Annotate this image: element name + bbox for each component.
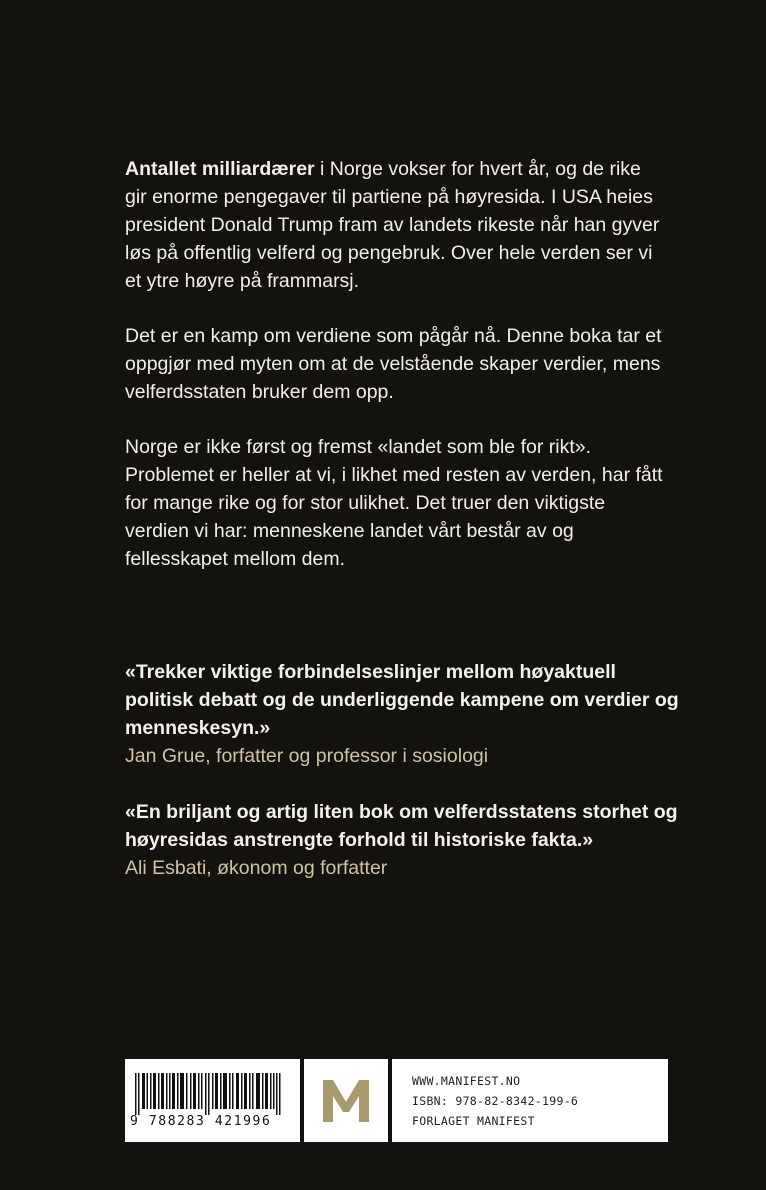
blurb-text bbox=[125, 155, 665, 600]
quote-text: «Trekker viktige forbindelseslinjer mellom høyaktuell politisk debatt og de underliggende kampene om verdier og menneskesyn.» bbox=[125, 661, 679, 739]
barcode bbox=[125, 1059, 300, 1142]
isbn-text: ISBN: 978-82-8342-199-6 bbox=[412, 1094, 579, 1108]
publisher-footer bbox=[125, 1059, 668, 1142]
quote-source: Jan Grue, forfatter og professor i sosiologi bbox=[125, 745, 489, 767]
review-quotes bbox=[125, 658, 685, 910]
blurb-lead: Antallet milliardærer bbox=[125, 158, 315, 180]
blurb-paragraph-3: Norge er ikke først og fremst «landet som ble for rikt». Problemet er heller at vi, i likhet med resten av verden, har fått for mange rike og for stor ulikhet. Det truer den viktigste verdien vi har: menneskene landet vårt består av og fellesskapet mellom dem. bbox=[125, 436, 663, 570]
manifest-logo-icon bbox=[321, 1080, 371, 1122]
publisher-info bbox=[392, 1059, 668, 1142]
website-text: WWW.MANIFEST.NO bbox=[412, 1074, 521, 1088]
quote-text: «En briljant og artig liten bok om velferdsstatens storhet og høyresidas anstrengte forhold til historiske fakta.» bbox=[125, 801, 678, 851]
blurb-paragraph-1 bbox=[125, 155, 665, 295]
quote-source: Ali Esbati, økonom og forfatter bbox=[125, 857, 388, 879]
blurb-paragraph-1-text: i Norge vokser for hvert år, og de rike gir enorme pengegaver til partiene på høyresida. I USA heies president Donald Trump fram av landets rikeste når han gyver løs på offentlig velferd og pengebruk. Over hele verden ser vi et ytre høyre på frammarsj. bbox=[125, 158, 660, 292]
publisher-name: FORLAGET MANIFEST bbox=[412, 1114, 535, 1128]
publisher-logo bbox=[304, 1059, 388, 1142]
blurb-paragraph-2: Det er en kamp om verdiene som pågår nå. Denne boka tar et oppgjør med myten om at de velstående skaper verdier, mens velferdsstaten bruker dem opp. bbox=[125, 325, 662, 403]
barcode-number: 9 788283 421996 bbox=[130, 1114, 272, 1129]
review-quote-2 bbox=[125, 798, 685, 882]
review-quote-1 bbox=[125, 658, 685, 770]
barcode-icon bbox=[135, 1073, 290, 1115]
